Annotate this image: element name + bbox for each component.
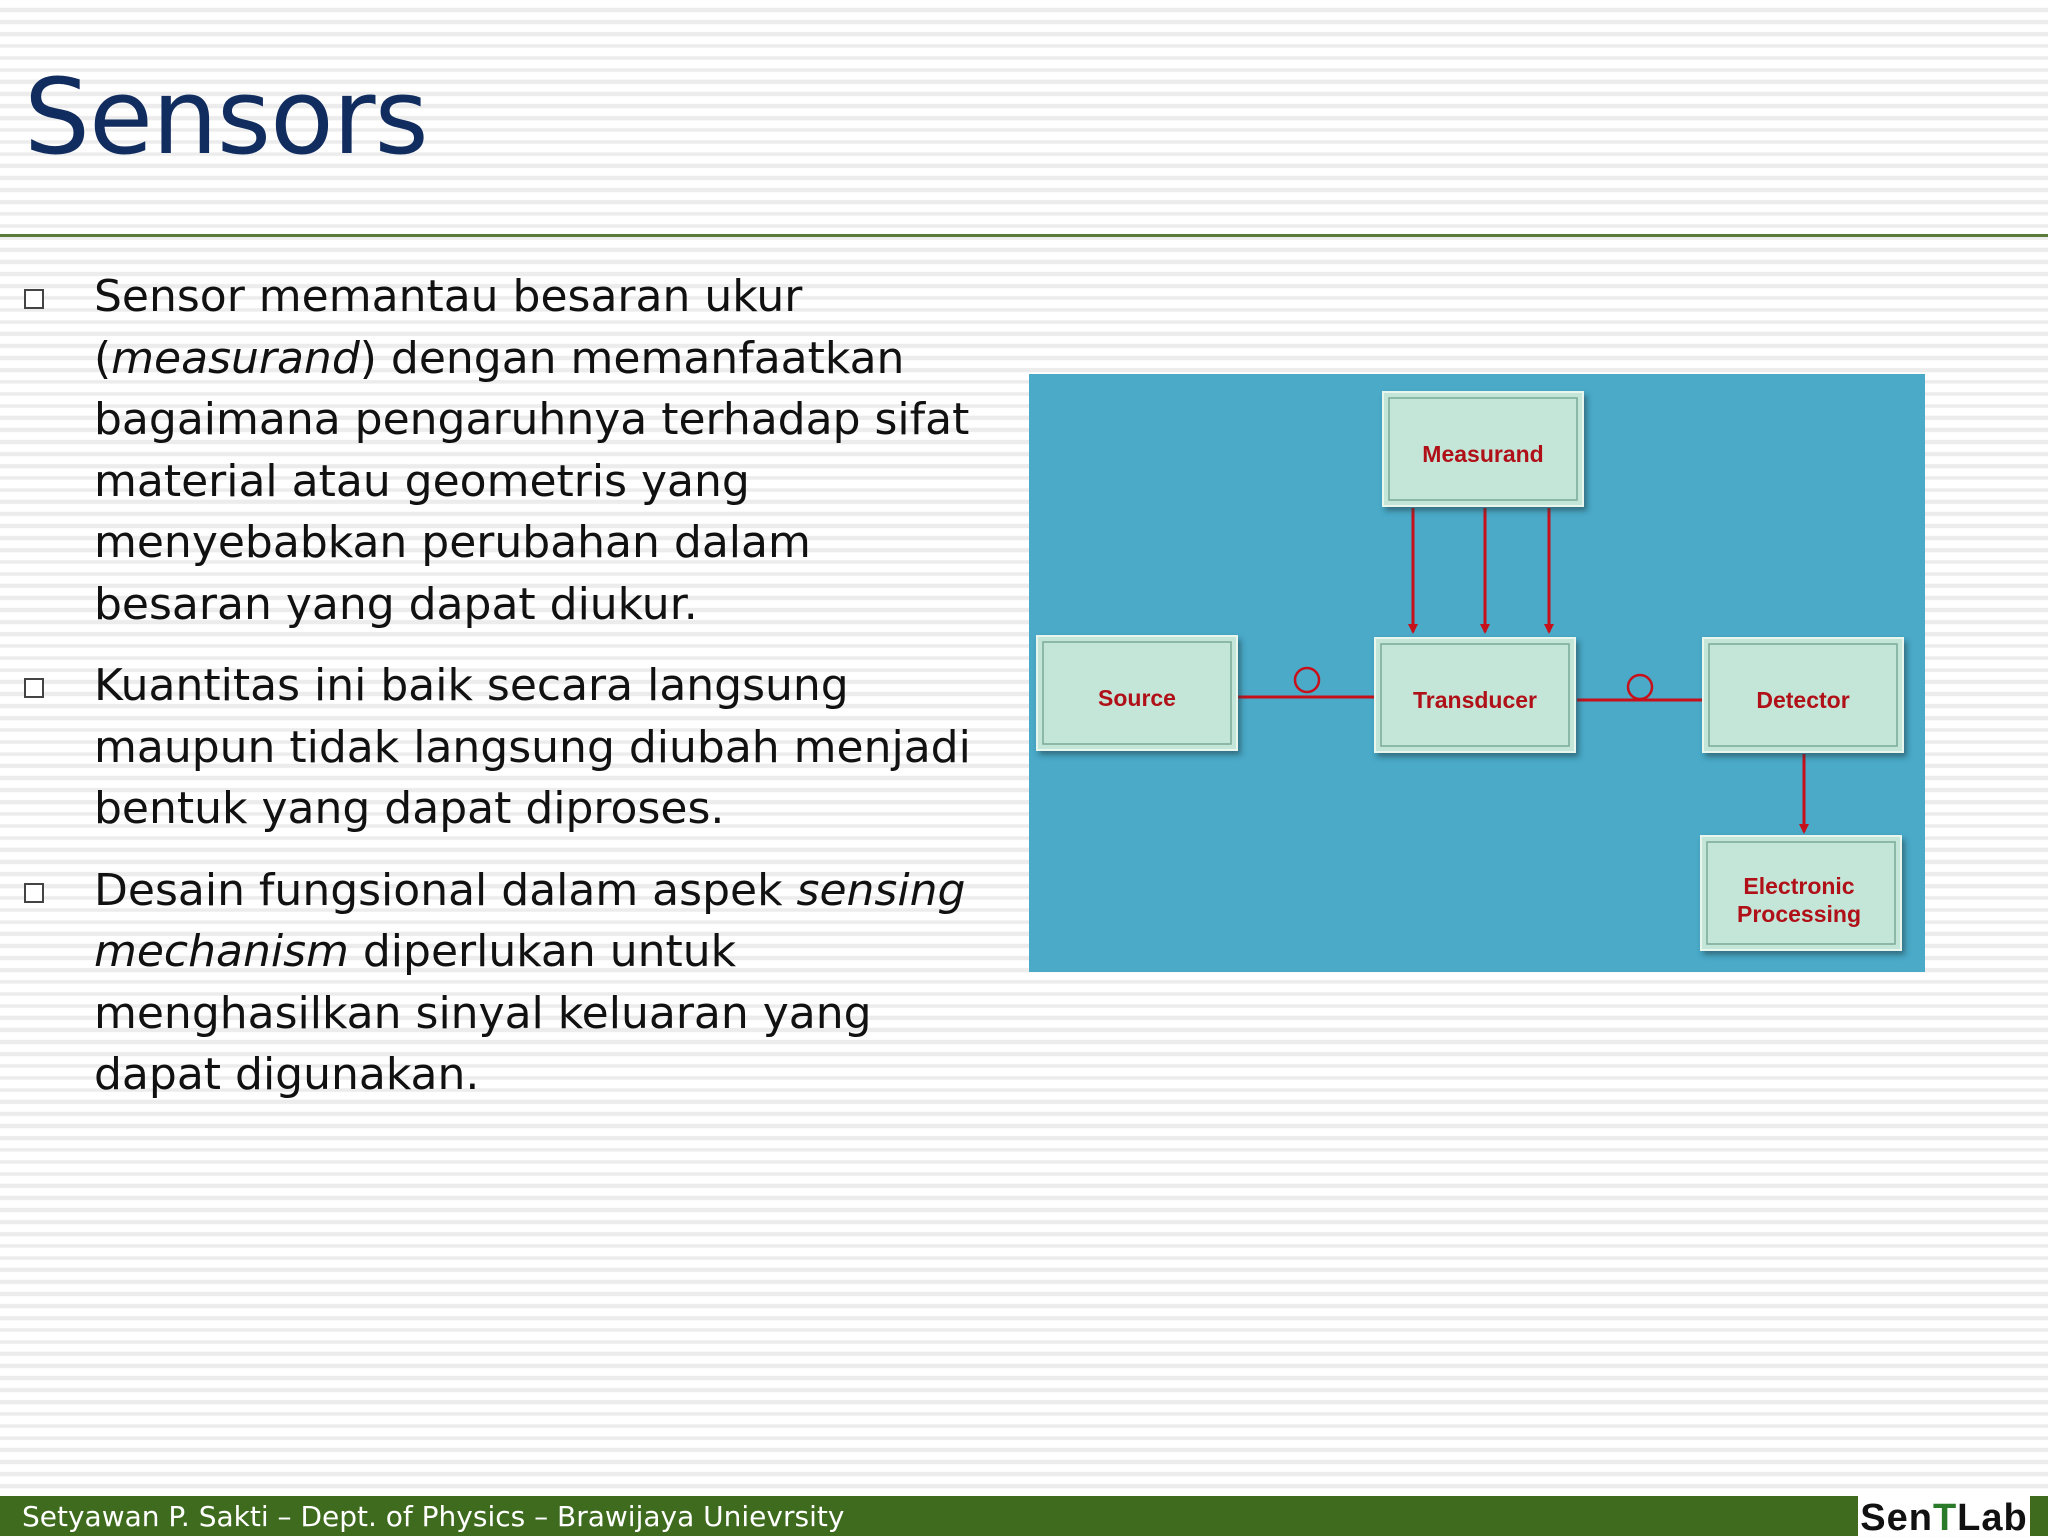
- measurand-block: [1383, 392, 1583, 506]
- electronic-processing-block: [1701, 836, 1901, 950]
- source-block: [1037, 636, 1237, 750]
- detector-block: [1703, 638, 1903, 752]
- measurand-label: Measurand: [1422, 441, 1544, 468]
- detector-label: Detector: [1756, 687, 1850, 714]
- source-label: Source: [1098, 685, 1176, 712]
- transducer-block: [1375, 638, 1575, 752]
- sentlab-logo: SenTLab: [1858, 1496, 2030, 1536]
- transducer-label: Transducer: [1413, 687, 1537, 714]
- square-bullet-icon: [24, 289, 44, 309]
- slide-title: Sensors: [24, 56, 428, 178]
- footer-author: Setyawan P. Sakti – Dept. of Physics – Brawijaya Unievrsity: [22, 1500, 845, 1533]
- processing-label: Processing: [1737, 901, 1861, 928]
- bullet-text: Sensor memantau besaran ukur (measurand) dengan memanfaatkan bagaimana pengaruhnya terhadap sifat material atau geometris yang menyebabkan perubahan dalam besaran yang dapat diukur.: [94, 271, 970, 630]
- bullet-text: Kuantitas ini baik secara langsung maupun tidak langsung diubah menjadi bentuk yang dapat diproses.: [94, 660, 971, 834]
- bullet-item: [22, 655, 1002, 840]
- sensor-block-diagram: [1029, 374, 1925, 972]
- bullet-text: Desain fungsional dalam aspek sensing mechanism diperlukan untuk menghasilkan sinyal keluaran yang dapat digunakan.: [94, 864, 966, 1100]
- bullet-item: [22, 266, 1002, 635]
- square-bullet-icon: [24, 883, 44, 903]
- bullet-list: [22, 266, 1002, 1126]
- footer-bar: [0, 1496, 2048, 1539]
- square-bullet-icon: [24, 678, 44, 698]
- title-divider: [0, 234, 2048, 237]
- electronic-label: Electronic: [1743, 873, 1855, 900]
- bullet-item: [22, 860, 1002, 1106]
